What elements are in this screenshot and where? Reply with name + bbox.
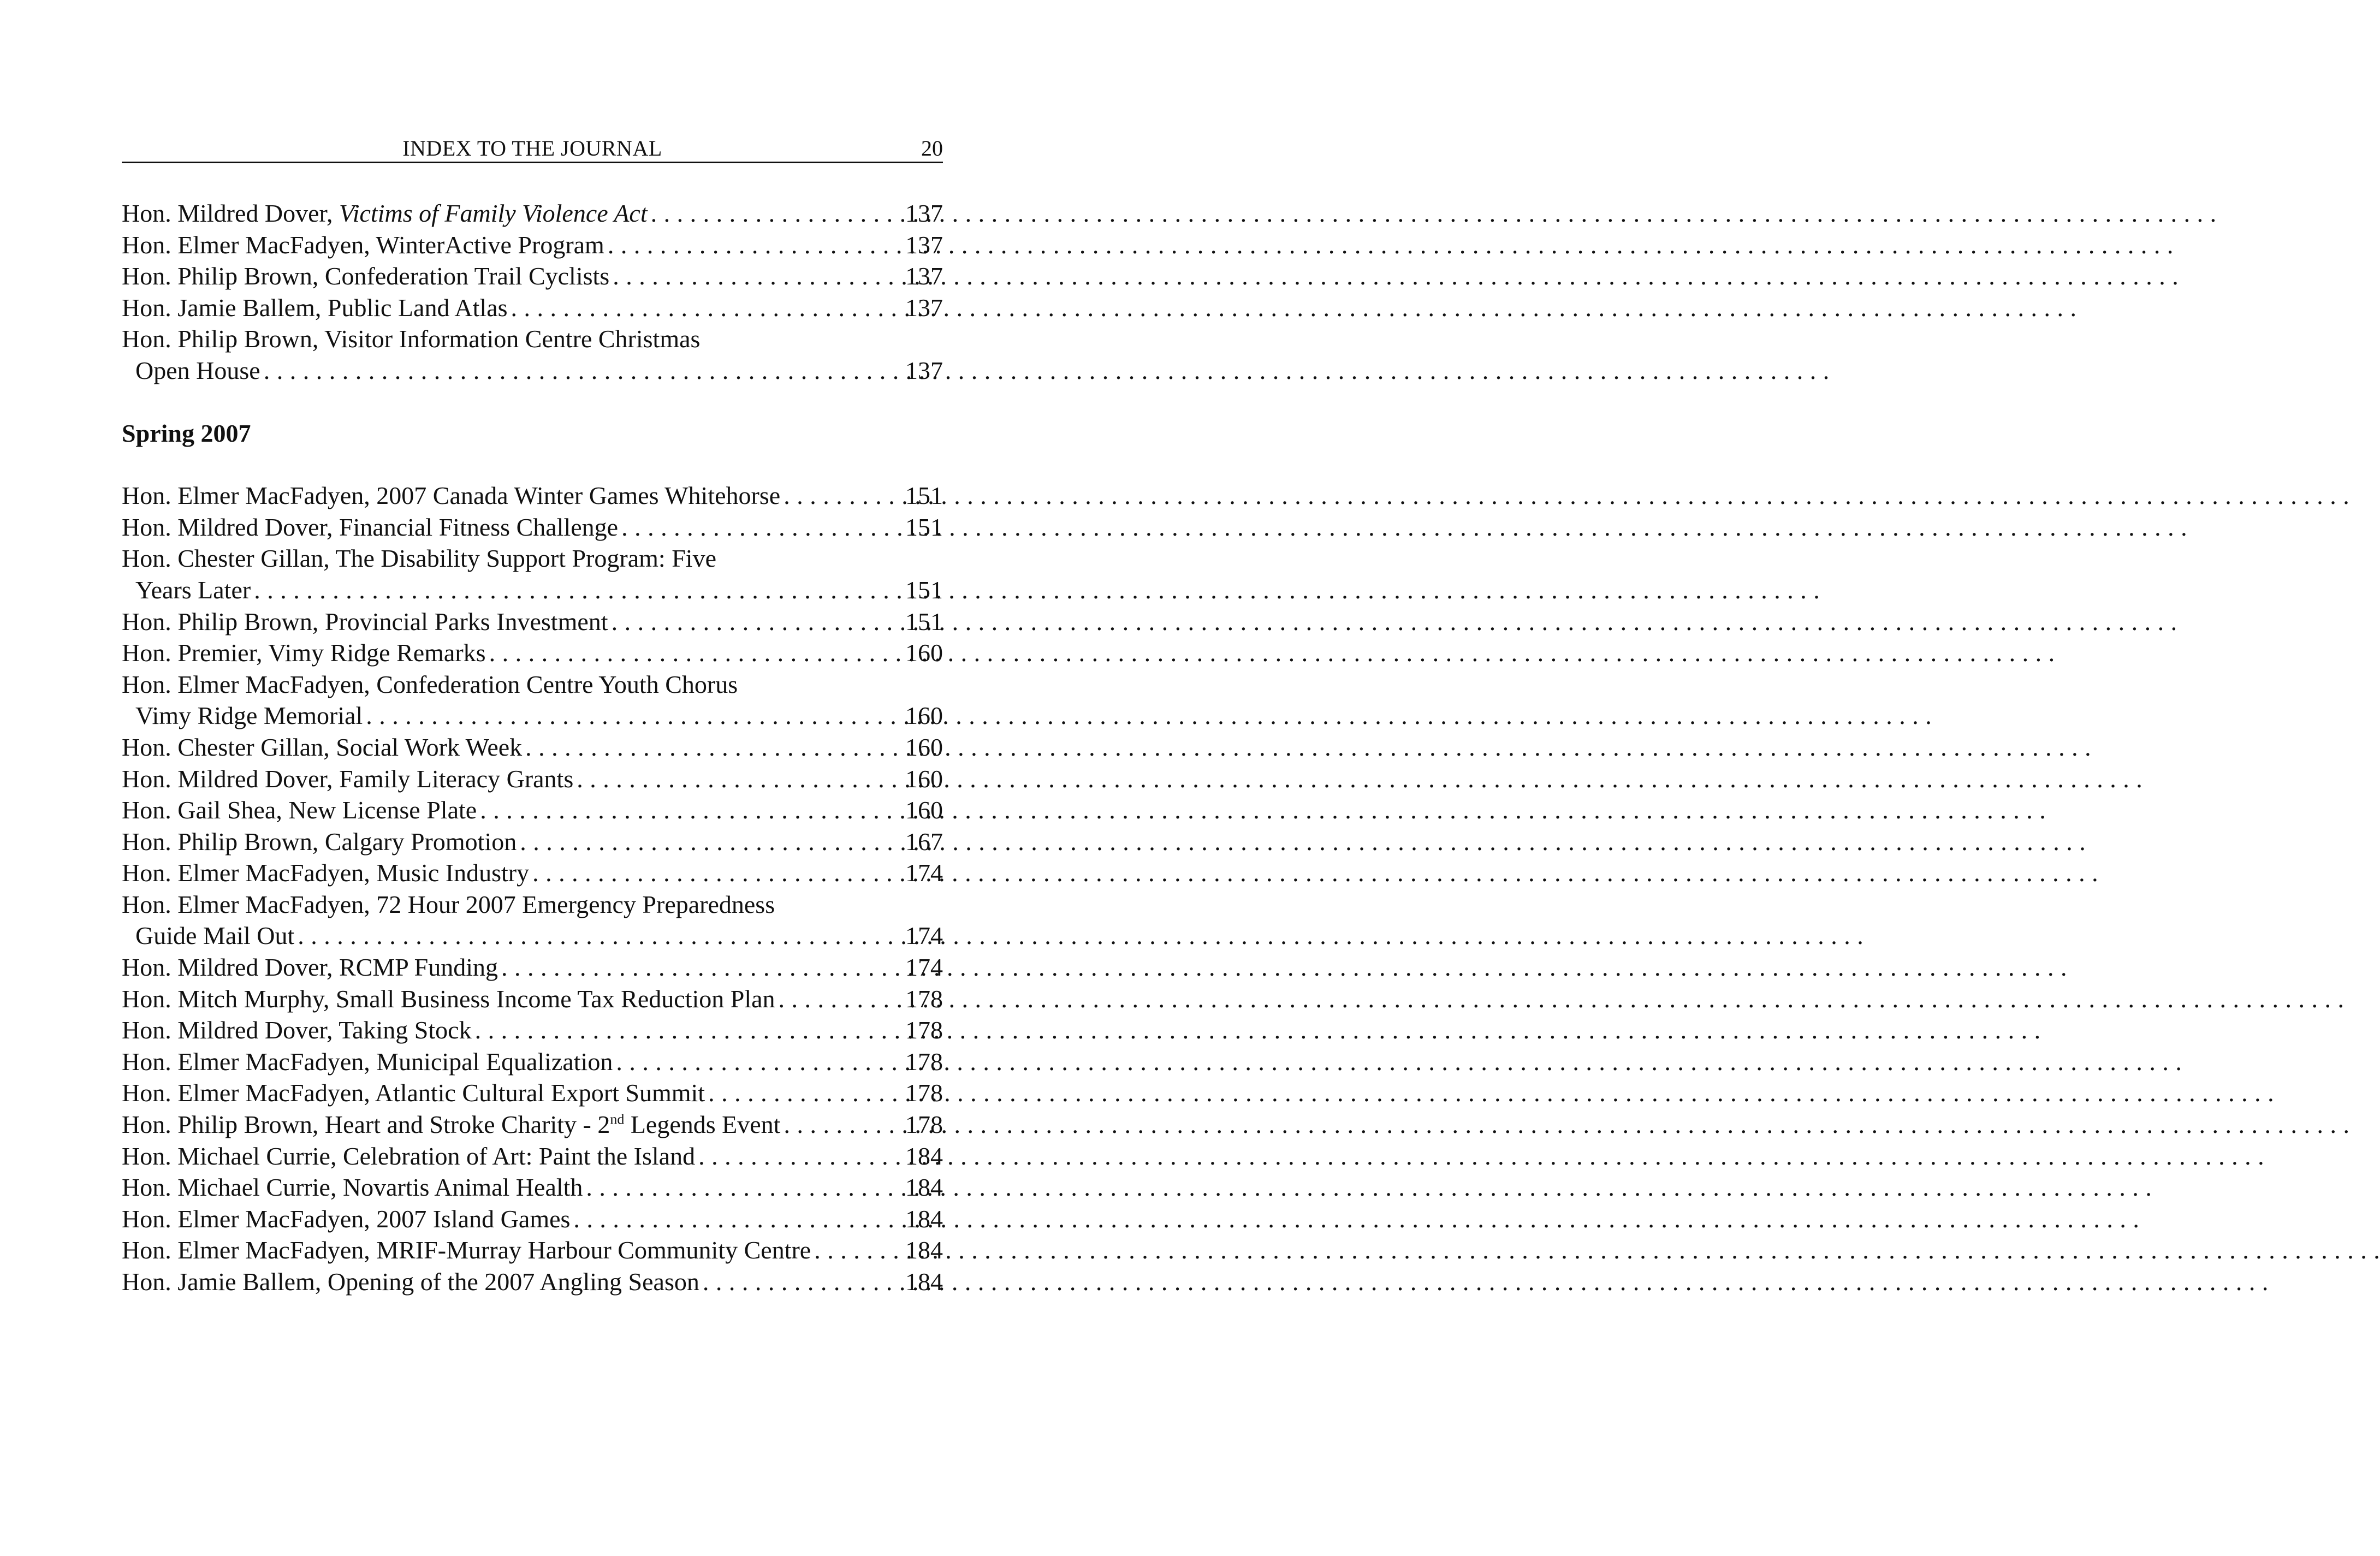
dot-leader — [612, 606, 902, 638]
entry-page: 174 — [905, 953, 943, 982]
entry-text-superscript: nd — [610, 1111, 625, 1127]
entry-text: Hon. Michael Currie, Novartis Animal Health — [122, 1173, 583, 1202]
dot-leader — [577, 763, 902, 795]
dot-leader — [489, 637, 902, 669]
index-entry — [122, 952, 943, 983]
entry-text: Hon. Elmer MacFadyen, Atlantic Cultural Export Summit — [122, 1079, 705, 1107]
index-entry — [122, 826, 943, 858]
index-entry-line1: Hon. Elmer MacFadyen, Confederation Centre Youth Chorus — [122, 670, 738, 698]
entry-text: Hon. Premier, Vimy Ridge Remarks — [122, 639, 486, 667]
entry-page: 160 — [905, 702, 943, 730]
index-section-2 — [122, 480, 943, 1297]
entry-text-italic: Victims of Family Violence Act — [339, 199, 648, 227]
entry-page: 184 — [905, 1204, 943, 1233]
entry-page: 137 — [905, 293, 943, 322]
dot-leader — [475, 1014, 902, 1046]
entry-page: 178 — [905, 1047, 943, 1076]
entry-page: 160 — [905, 639, 943, 667]
dot-leader — [532, 857, 902, 889]
entry-page: 160 — [905, 764, 943, 793]
index-entry — [122, 1077, 943, 1109]
dot-leader — [264, 355, 902, 387]
dot-leader — [779, 983, 902, 1015]
index-entry-line1: Hon. Elmer MacFadyen, 72 Hour 2007 Emergency Preparedness — [122, 890, 775, 918]
dot-leader — [298, 920, 902, 952]
dot-leader — [480, 794, 902, 826]
index-entry — [122, 1172, 943, 1203]
entry-text: Hon. Jamie Ballem, Public Land Atlas — [122, 293, 508, 322]
page-header — [122, 134, 943, 163]
header-page-number: 20 — [921, 136, 943, 161]
entry-text: Hon. Mildred Dover, — [122, 199, 340, 227]
entry-page: 178 — [905, 984, 943, 1013]
entry-page: 160 — [905, 733, 943, 761]
entry-text-continued: Guide Mail Out — [135, 922, 295, 950]
dot-leader — [784, 1109, 902, 1141]
entry-text: Hon. Mildred Dover, RCMP Funding — [122, 953, 498, 982]
entry-text: Hon. Elmer MacFadyen, WinterActive Program — [122, 230, 604, 259]
entry-page: 151 — [905, 575, 943, 604]
dot-leader — [525, 732, 902, 763]
entry-text: Hon. Jamie Ballem, Opening of the 2007 Angling Season — [122, 1268, 699, 1296]
entry-text: Hon. Elmer MacFadyen, 2007 Island Games — [122, 1204, 571, 1233]
entry-page: 160 — [905, 796, 943, 824]
entry-text: Hon. Elmer MacFadyen, MRIF-Murray Harbour Community Centre — [122, 1236, 811, 1264]
entry-text: Hon. Chester Gillan, Social Work Week — [122, 733, 523, 761]
index-entry-line1: Hon. Chester Gillan, The Disability Support Program: Five — [122, 544, 716, 573]
dot-leader — [784, 480, 902, 512]
section-heading: Spring 2007 — [122, 419, 251, 447]
entry-page: 178 — [905, 1016, 943, 1044]
dot-leader — [814, 1234, 902, 1266]
dot-leader — [608, 229, 902, 261]
entry-text: Hon. Elmer MacFadyen, Municipal Equalization — [122, 1047, 613, 1076]
index-entry-line1: Hon. Philip Brown, Visitor Information Centre Christmas — [122, 325, 701, 353]
index-entry — [122, 732, 943, 763]
index-entry — [122, 1203, 943, 1235]
index-entry — [122, 355, 943, 387]
entry-text-continued: Vimy Ridge Memorial — [135, 702, 363, 730]
index-entry — [122, 606, 943, 638]
entry-page: 151 — [905, 513, 943, 541]
entry-text-continued: Open House — [135, 356, 260, 384]
index-section-1 — [122, 198, 943, 387]
entry-page: 174 — [905, 922, 943, 950]
entry-page: 167 — [905, 827, 943, 856]
entry-text: Hon. Philip Brown, Calgary Promotion — [122, 827, 517, 856]
entry-text: Hon. Philip Brown, Confederation Trail Cyclists — [122, 262, 610, 290]
index-entry — [122, 198, 943, 229]
index-entry — [122, 700, 943, 732]
entry-text: Hon. Philip Brown, Heart and Stroke Charity - 2 — [122, 1110, 610, 1139]
entry-page: 178 — [905, 1079, 943, 1107]
dot-leader — [621, 512, 902, 543]
entry-page: 184 — [905, 1173, 943, 1202]
index-entry — [122, 920, 943, 952]
index-entry — [122, 229, 943, 261]
index-entry — [122, 1046, 943, 1078]
dot-leader — [573, 1203, 902, 1235]
index-entry — [122, 480, 943, 512]
entry-text: Hon. Philip Brown, Provincial Parks Investment — [122, 607, 608, 636]
dot-leader — [708, 1077, 902, 1109]
entry-text: Hon. Elmer MacFadyen, Music Industry — [122, 859, 530, 887]
entry-text: Hon. Mitch Murphy, Small Business Income Tax Reduction Plan — [122, 984, 775, 1013]
entry-page: 184 — [905, 1142, 943, 1170]
dot-leader — [511, 292, 902, 324]
dot-leader — [698, 1141, 902, 1172]
entry-page: 184 — [905, 1268, 943, 1296]
entry-text-tail: Legends Event — [624, 1110, 781, 1139]
entry-page: 151 — [905, 482, 943, 510]
index-entry — [122, 512, 943, 543]
index-entry — [122, 857, 943, 889]
entry-text: Hon. Elmer MacFadyen, 2007 Canada Winter Games Whitehorse — [122, 482, 781, 510]
entry-text: Hon. Michael Currie, Celebration of Art: Paint the Island — [122, 1142, 696, 1170]
entry-page: 184 — [905, 1236, 943, 1264]
dot-leader — [651, 198, 902, 229]
index-entry — [122, 983, 943, 1015]
entry-text: Hon. Mildred Dover, Financial Fitness Challenge — [122, 513, 619, 541]
index-entry — [122, 1234, 943, 1266]
entry-page: 137 — [905, 262, 943, 290]
entry-page: 137 — [905, 230, 943, 259]
index-entry — [122, 794, 943, 826]
entry-page: 137 — [905, 199, 943, 227]
dot-leader — [613, 260, 902, 292]
entry-text-continued: Years Later — [135, 575, 251, 604]
index-entry — [122, 1141, 943, 1172]
entry-text: Hon. Gail Shea, New License Plate — [122, 796, 477, 824]
dot-leader — [501, 952, 902, 983]
entry-text: Hon. Mildred Dover, Taking Stock — [122, 1016, 472, 1044]
entry-page: 174 — [905, 859, 943, 887]
index-entry — [122, 1266, 943, 1298]
index-entry — [122, 763, 943, 795]
dot-leader — [520, 826, 902, 858]
dot-leader — [366, 700, 902, 732]
dot-leader — [254, 574, 902, 606]
index-content — [122, 198, 943, 1298]
index-entry — [122, 1014, 943, 1046]
index-entry — [122, 260, 943, 292]
dot-leader — [616, 1046, 902, 1078]
entry-page: 137 — [905, 356, 943, 384]
header-title: INDEX TO THE JOURNAL — [402, 136, 662, 161]
entry-page: 151 — [905, 607, 943, 636]
entry-page: 178 — [905, 1110, 943, 1139]
index-entry — [122, 292, 943, 324]
dot-leader — [703, 1266, 902, 1298]
index-entry — [122, 637, 943, 669]
index-entry — [122, 1109, 943, 1141]
dot-leader — [586, 1172, 902, 1203]
entry-text: Hon. Mildred Dover, Family Literacy Grants — [122, 764, 574, 793]
document-page — [0, 0, 1065, 1556]
index-entry — [122, 574, 943, 606]
